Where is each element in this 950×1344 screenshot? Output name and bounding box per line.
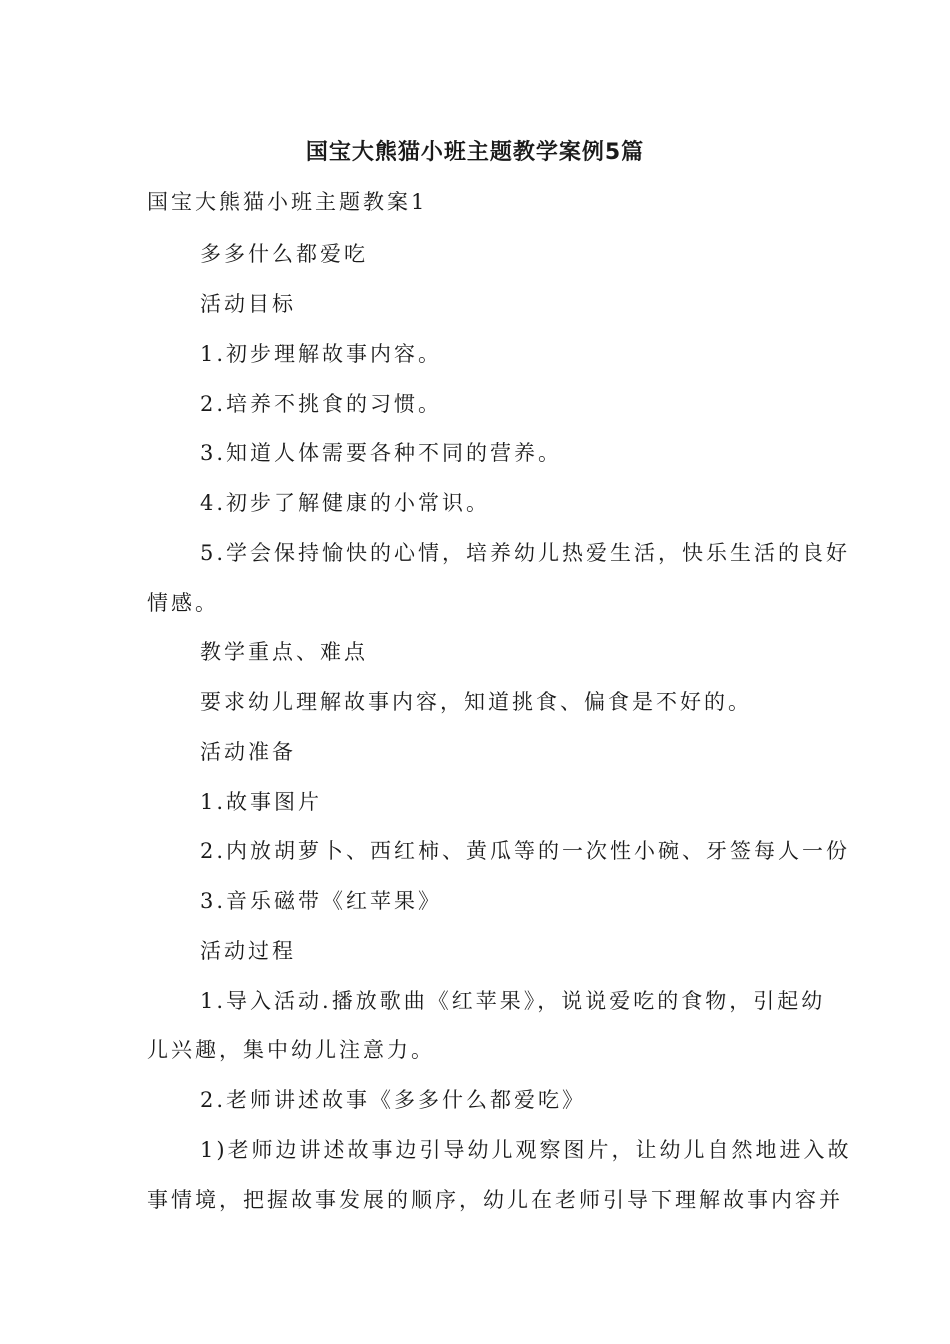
- process-item: 2.老师讲述故事《多多什么都爱吃》: [200, 1088, 587, 1112]
- process-item-continuation: 儿兴趣，集中幼儿注意力。: [147, 1038, 435, 1062]
- paragraph: 要求幼儿理解故事内容，知道挑食、偏食是不好的。: [200, 690, 752, 714]
- process-subitem: 1)老师边讲述故事边引导幼儿观察图片，让幼儿自然地进入故: [200, 1138, 852, 1162]
- goal-item: 1.初步理解故事内容。: [200, 342, 443, 366]
- goal-item-continuation: 情感。: [147, 591, 219, 615]
- process-subitem-continuation: 事情境，把握故事发展的顺序，幼儿在老师引导下理解故事内容并: [147, 1188, 843, 1212]
- goal-item: 4.初步了解健康的小常识。: [200, 491, 491, 515]
- section-heading: 国宝大熊猫小班主题教案1: [147, 190, 428, 214]
- preparation-item: 1.故事图片: [200, 790, 323, 814]
- goal-item: 5.学会保持愉快的心情，培养幼儿热爱生活，快乐生活的良好: [200, 541, 851, 565]
- document-title: 国宝大熊猫小班主题教学案例5篇: [305, 140, 645, 165]
- subheading-preparation: 活动准备: [200, 740, 296, 764]
- preparation-item: 3.音乐磁带《红苹果》: [200, 889, 443, 913]
- story-title: 多多什么都爱吃: [200, 242, 368, 266]
- preparation-item: 2.内放胡萝卜、西红柿、黄瓜等的一次性小碗、牙签每人一份: [200, 839, 851, 863]
- subheading-goals: 活动目标: [200, 292, 296, 316]
- subheading-key-points: 教学重点、难点: [200, 640, 368, 664]
- goal-item: 3.知道人体需要各种不同的营养。: [200, 441, 563, 465]
- subheading-process: 活动过程: [200, 939, 296, 963]
- goal-item: 2.培养不挑食的习惯。: [200, 392, 443, 416]
- process-item: 1.导入活动.播放歌曲《红苹果》，说说爱吃的食物，引起幼: [200, 989, 826, 1013]
